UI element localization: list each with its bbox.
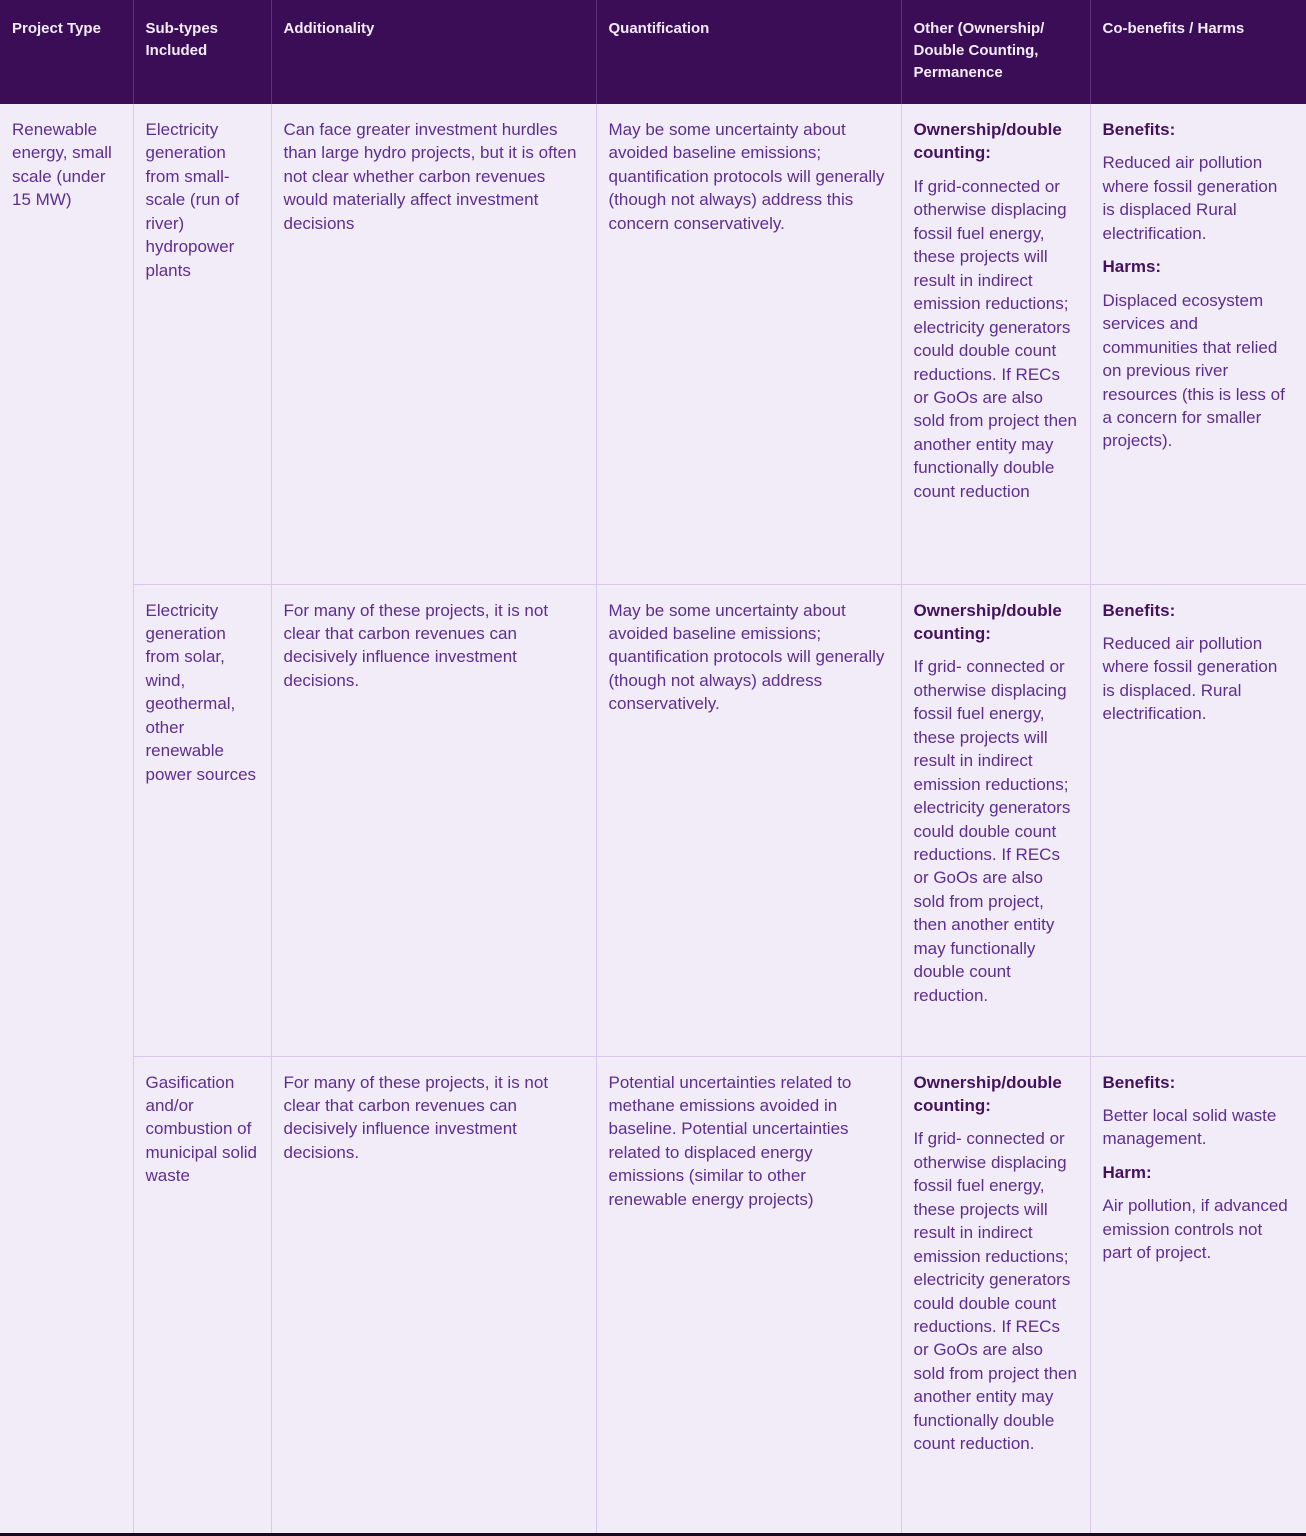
cell-quantification: May be some uncertainty about avoided baseline emissions; quantification protocols will generally (though not always) address conservatively. bbox=[596, 584, 901, 1056]
cell-other bbox=[901, 584, 1090, 1056]
benefits-body: Reduced air pollution where fossil generation is displaced Rural electrification. bbox=[1102, 153, 1278, 243]
cell-sub-types: Electricity generation from small-scale (run of river) hydropower plants bbox=[133, 104, 271, 584]
cell-additionality: For many of these projects, it is not clear that carbon revenues can decisively influence investment decisions. bbox=[271, 584, 596, 1056]
cell-co-benefits bbox=[1090, 104, 1306, 584]
harms-body: Displaced ecosystem services and communities that relied on previous river resources (this is less of a concern for smaller projects). bbox=[1102, 290, 1285, 451]
other-body: If grid- connected or otherwise displacing fossil fuel energy, these projects will result in indirect emission reductions; electricity generators could double count reductions. If RECs or GoOs are also sold from project then another entity may functionally double count reduction. bbox=[913, 1129, 1077, 1454]
other-heading: Ownership/double counting: bbox=[913, 120, 1062, 163]
other-body: If grid- connected or otherwise displacing fossil fuel energy, these projects will result in indirect emission reductions; electricity generators could double count reductions. If RECs or GoOs are also sold from project, then another entity may functionally double count reduction. bbox=[913, 657, 1071, 1005]
table-row bbox=[0, 1056, 1306, 1534]
table-row bbox=[0, 104, 1306, 584]
benefits-body: Better local solid waste management. bbox=[1102, 1105, 1277, 1149]
cell-sub-types: Gasification and/or combustion of municipal solid waste bbox=[133, 1056, 271, 1534]
benefits-heading: Benefits: bbox=[1102, 120, 1176, 139]
harms-heading: Harm: bbox=[1102, 1162, 1152, 1182]
cell-additionality: Can face greater investment hurdles than large hydro projects, but it is often not clear whether carbon revenues would materially affect investment decisions bbox=[271, 104, 596, 584]
harms-body: Air pollution, if advanced emission controls not part of project. bbox=[1102, 1196, 1288, 1263]
col-header-co-benefits: Co-benefits / Harms bbox=[1090, 0, 1306, 104]
cell-additionality: For many of these projects, it is not clear that carbon revenues can decisively influence investment decisions. bbox=[271, 1056, 596, 1534]
cell-project-type: Renewable energy, small scale (under 15 MW) bbox=[0, 104, 133, 1534]
col-header-sub-types: Sub-types Included bbox=[133, 0, 271, 104]
col-header-other: Other (Ownership/ Double Counting, Permanence bbox=[901, 0, 1090, 104]
cell-quantification: Potential uncertainties related to methane emissions avoided in baseline. Potential uncertainties related to displaced energy emissions (similar to other renewable energy projects) bbox=[596, 1056, 901, 1534]
other-body: If grid-connected or otherwise displacing fossil fuel energy, these projects will result in indirect emission reductions; electricity generators could double count reductions. If RECs or GoOs are also sold from project then another entity may functionally double count reduction bbox=[913, 176, 1077, 501]
header-row bbox=[0, 0, 1306, 104]
other-heading: Ownership/double counting: bbox=[913, 1072, 1062, 1115]
benefits-heading: Benefits: bbox=[1102, 1072, 1176, 1092]
benefits-body: Reduced air pollution where fossil generation is displaced. Rural electrification. bbox=[1102, 633, 1278, 724]
cell-co-benefits bbox=[1090, 1056, 1306, 1534]
cell-other bbox=[901, 104, 1090, 584]
col-header-project-type: Project Type bbox=[0, 0, 133, 104]
table-row bbox=[0, 584, 1306, 1056]
other-heading: Ownership/double counting: bbox=[913, 600, 1062, 643]
cell-sub-types: Electricity generation from solar, wind, geothermal, other renewable power sources bbox=[133, 584, 271, 1056]
cell-co-benefits bbox=[1090, 584, 1306, 1056]
cell-quantification: May be some uncertainty about avoided baseline emissions; quantification protocols will generally (though not always) address this concern conservatively. bbox=[596, 104, 901, 584]
harms-heading: Harms: bbox=[1102, 257, 1162, 277]
cell-other bbox=[901, 1056, 1090, 1534]
benefits-heading: Benefits: bbox=[1102, 600, 1176, 620]
col-header-additionality: Additionality bbox=[271, 0, 596, 104]
col-header-quantification: Quantification bbox=[596, 0, 901, 104]
